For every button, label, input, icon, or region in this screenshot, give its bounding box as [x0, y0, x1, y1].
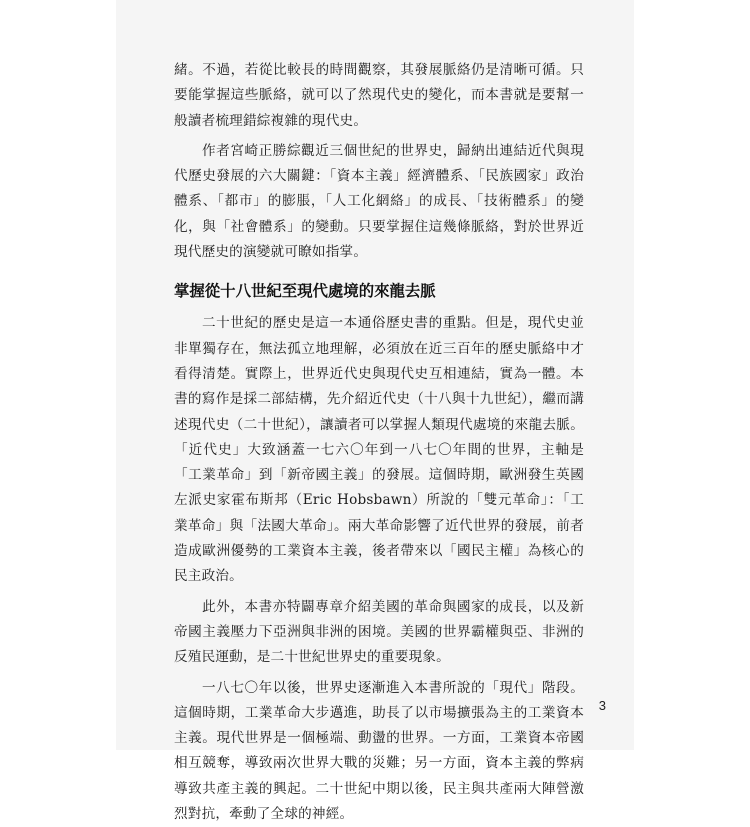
section-paragraph-1: 二十世紀的歷史是這一本通俗歷史書的重點。但是，現代史並非單獨存在，無法孤立地理解，必須放在近三百年的歷史脈絡中才看得清楚。實際上，世界近代史與現代史互相連結，實為一體。本書的寫作是採二部結構，先介紹近代史（十八與十九世紀），繼而講述現代史（二十世紀），讓讀者可以掌握人類現代處境的來龍去脈。「近代史」大致涵蓋一七六〇年到一八七〇年間的世界，主軸是「工業革命」到「新帝國主義」的發展。這個時期，歐洲發生英國左派史家霍布斯邦（Eric Hobsbawn）所說的「雙元革命」：「工業革命」與「法國大革命」。兩大革命影響了近代世界的發展，前者造成歐洲優勢的工業資本主義，後者帶來以「國民主權」為核心的民主政治。	[174, 315, 584, 585]
section-heading: 掌握從十八世紀至現代處境的來龍去脈	[174, 282, 436, 301]
intro-paragraph-1: 緒。不過，若從比較長的時間觀察，其發展脈絡仍是清晰可循。只要能掌握這些脈絡，就可以了然現代史的變化，而本書就是要幫一般讀者梳理錯綜複雜的現代史。	[174, 62, 584, 129]
section-paragraph-2: 此外，本書亦特闢專章介紹美國的革命與國家的成長，以及新帝國主義壓力下亞洲與非洲的困境。美國的世界霸權與亞、非洲的反殖民運動，是二十世紀世界史的重要現象。	[174, 598, 584, 666]
section-paragraph-3: 一八七〇年以後，世界史逐漸進入本書所說的「現代」階段。這個時期，工業革命大步邁進，助長了以市場擴張為主的工業資本主義。現代世界是一個極端、動盪的世界。一方面，工業資本帝國相互競奪，導致兩次世界大戰的災難；另一方面，資本主義的弊病導致共產主義的興起。二十世紀中期以後，民主與共產兩大陣營激烈對抗，牽動了全球的神經。	[174, 679, 584, 823]
intro-paragraph-2: 作者宮崎正勝綜觀近三個世紀的世界史，歸納出連結近代與現代歷史發展的六大關鍵：「資本主義」經濟體系、「民族國家」政治體系、「都市」的膨脹，「人工化網絡」的成長、「技術體系」的變化，與「社會體系」的變動。只要掌握住這幾條脈絡，對於世界近現代歷史的演變就可瞭如指掌。	[174, 142, 584, 261]
page-number: 3	[598, 697, 606, 713]
book-page	[116, 0, 634, 823]
